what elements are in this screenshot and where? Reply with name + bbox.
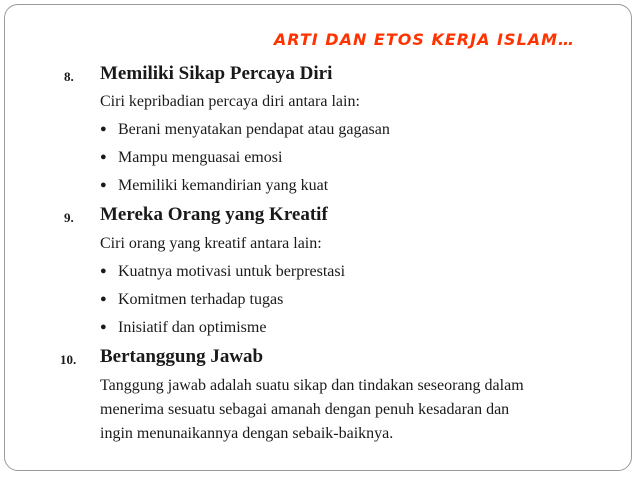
bullet-item: ● Berani menyatakan pendapat atau gagasan <box>100 121 390 139</box>
bullet-item: ● Inisiatif dan optimisme <box>100 319 266 337</box>
section-intro: Ciri orang yang kreatif antara lain: <box>100 235 322 252</box>
bullet-item: ● Mampu menguasai emosi <box>100 149 282 167</box>
section-intro: Ciri kepribadian percaya diri antara lain: <box>100 93 360 110</box>
paragraph-line: Tanggung jawab adalah suatu sikap dan tindakan seseorang dalam <box>100 377 524 394</box>
section-heading: Mereka Orang yang Kreatif <box>100 204 328 225</box>
bullet-item: ● Memiliki kemandirian yang kuat <box>100 177 328 195</box>
section-number: 9. <box>64 210 74 225</box>
section-heading: Memiliki Sikap Percaya Diri <box>100 63 333 84</box>
section-heading: Bertanggung Jawab <box>100 346 264 367</box>
slide-title: ARTI DAN ETOS KERJA ISLAM… <box>273 30 575 49</box>
bullet-item: ● Komitmen terhadap tugas <box>100 291 283 309</box>
section-number: 10. <box>60 352 77 367</box>
bullet-item: ● Kuatnya motivasi untuk berprestasi <box>100 263 345 281</box>
paragraph-line: menerima sesuatu sebagai amanah dengan penuh kesadaran dan <box>100 401 510 418</box>
section-number: 8. <box>64 69 74 84</box>
paragraph-line: ingin menunaikannya dengan sebaik-baiknya. <box>100 425 394 442</box>
